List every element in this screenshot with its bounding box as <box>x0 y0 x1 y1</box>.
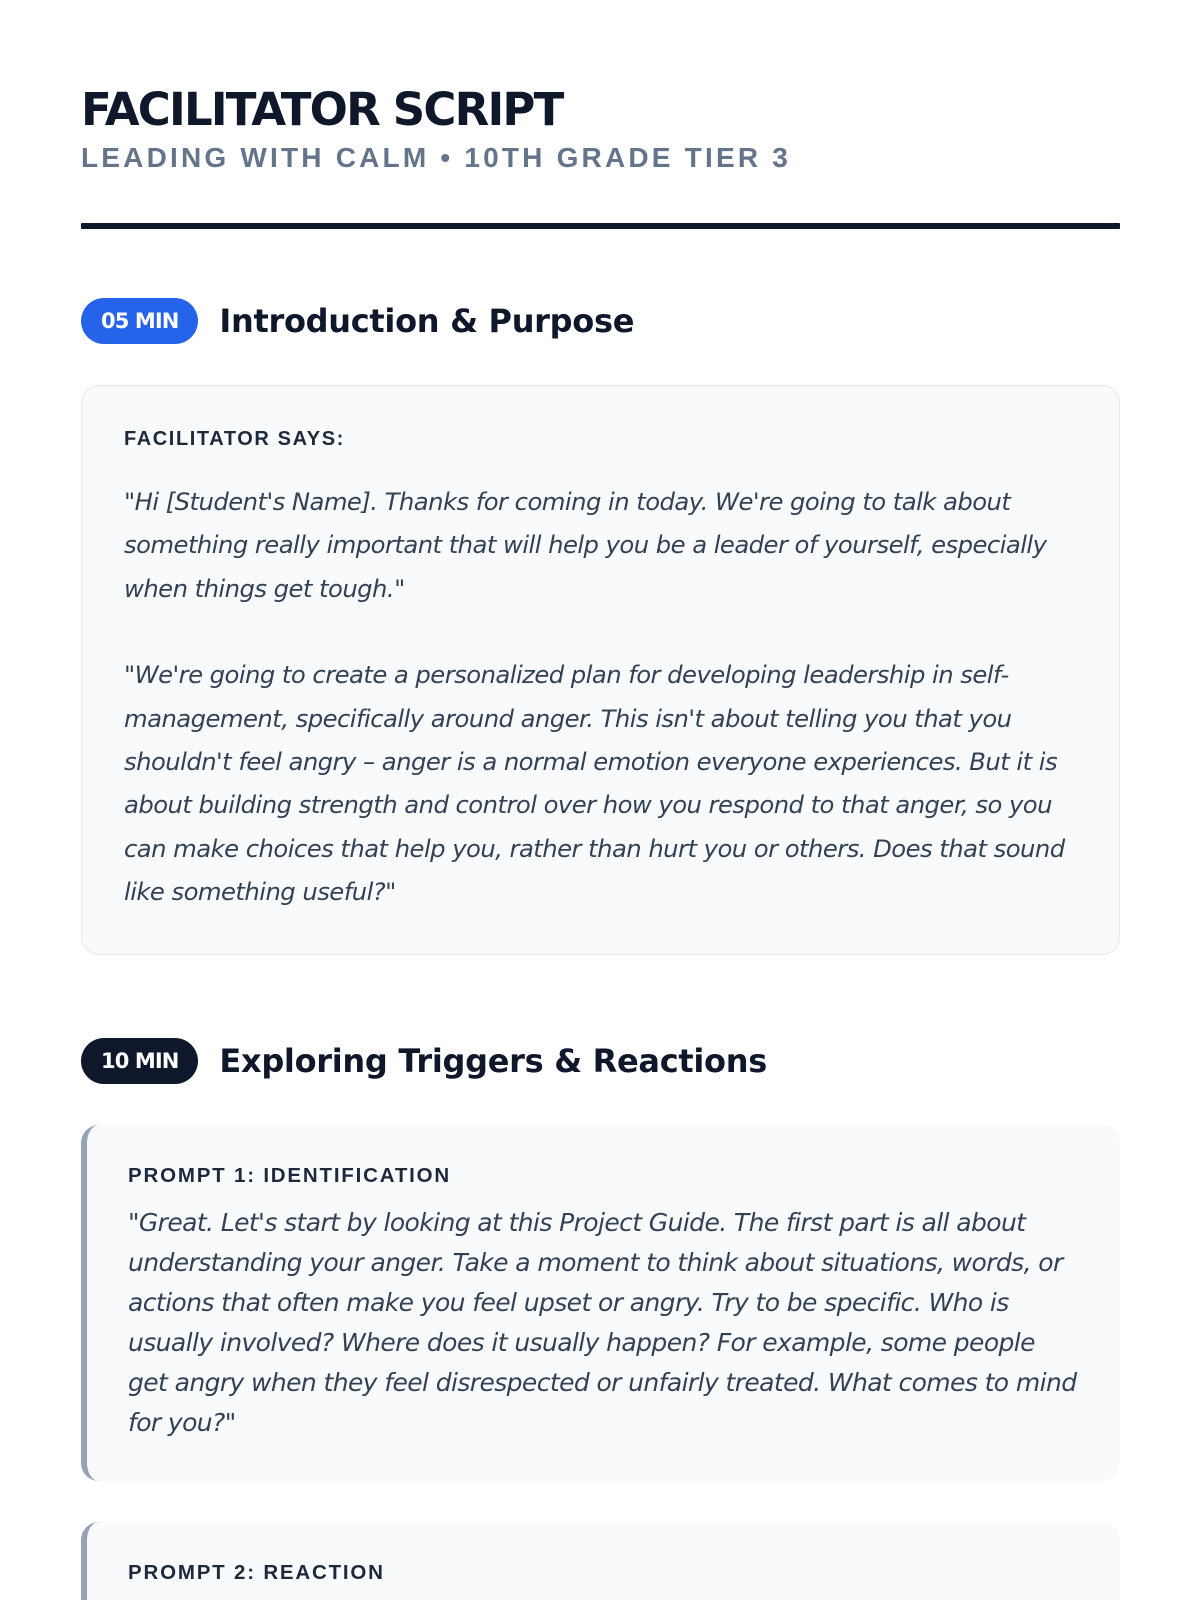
section-title: Exploring Triggers & Reactions <box>219 1041 767 1080</box>
facilitator-says-card <box>81 385 1120 955</box>
prompt-card-identification <box>81 1125 1120 1481</box>
page-title: FACILITATOR SCRIPT <box>81 83 563 136</box>
section-triggers-header <box>81 1037 1120 1085</box>
script-paragraph: "We're going to create a personalized plan for developing leadership in self-management, specifically around anger. This isn't about telling you that you shouldn't feel angry – anger is a normal emotion everyone experiences. But it is about building strength and control over how you respond to that anger, so you can make choices that help you, rather than hurt you or others. Does that sound like something useful?" <box>124 660 1065 907</box>
section-introduction-header <box>81 297 1120 345</box>
page-subtitle: LEADING WITH CALM • 10TH GRADE TIER 3 <box>81 142 791 173</box>
prompt-text: "Great. Let's start by looking at this Project Guide. The first part is all about understanding your anger. Take a moment to think about situations, words, or actions that often make you feel upset or angry. Try to be specific. Who is usually involved? Where does it usually happen? For example, some people get angry when they feel disrespected or unfairly treated. What comes to mind for you?" <box>128 1207 1077 1437</box>
script-paragraph: "Hi [Student's Name]. Thanks for coming in today. We're going to talk about something really important that will help you be a leader of yourself, especially when things get tough." <box>124 487 1047 603</box>
prompt-label: PROMPT 1: IDENTIFICATION <box>128 1163 451 1187</box>
header-divider <box>81 223 1120 229</box>
card-label: FACILITATOR SAYS: <box>124 428 345 450</box>
prompt-label: PROMPT 2: REACTION <box>128 1560 385 1584</box>
duration-badge: 10 MIN <box>81 1038 198 1084</box>
section-title: Introduction & Purpose <box>219 302 635 340</box>
duration-badge: 05 MIN <box>81 298 198 344</box>
prompt-card-reaction <box>81 1522 1120 1600</box>
